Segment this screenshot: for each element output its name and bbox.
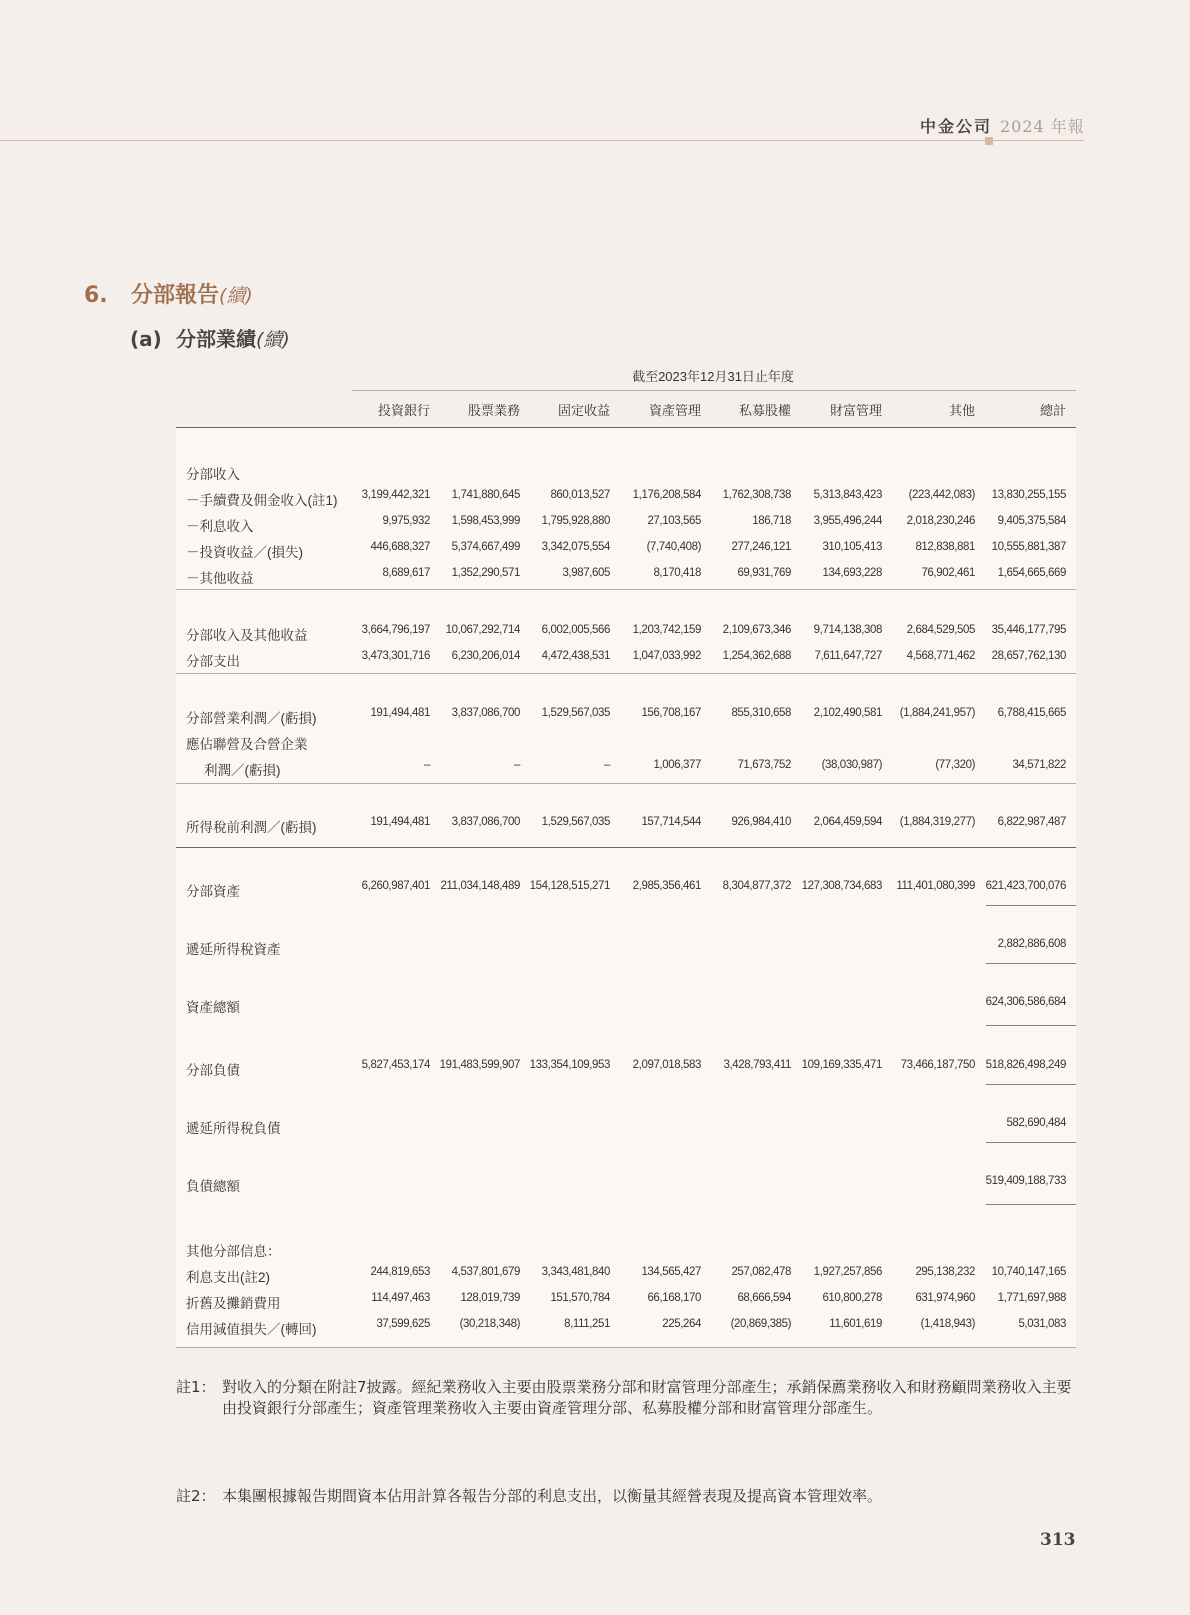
table-cell: 3,473,301,716 [361, 650, 430, 662]
table-cell: 4,537,801,679 [451, 1266, 520, 1278]
table-cell: 9,714,138,308 [813, 624, 882, 636]
column-header: 資產管理 [648, 403, 701, 418]
table-rule [176, 673, 1076, 674]
table-rule [176, 847, 1076, 848]
section-title-text: 分部報告 [131, 283, 220, 308]
row-label: 利息支出(註2) [186, 1270, 270, 1285]
table-cell: 186,718 [752, 515, 791, 527]
table-cell: 860,013,527 [550, 489, 610, 501]
table-cell: 1,795,928,880 [541, 515, 610, 527]
table-cell: 631,974,960 [915, 1292, 975, 1304]
table-cell: 114,497,463 [371, 1292, 430, 1304]
total-rule [986, 963, 1076, 964]
table-cell: 3,199,442,321 [361, 489, 430, 501]
table-cell: 812,838,881 [915, 541, 975, 553]
table-cell: 519,409,188,733 [985, 1175, 1066, 1187]
column-header: 總計 [1039, 403, 1066, 418]
table-cell: (7,740,408) [646, 541, 701, 553]
table-cell: 191,494,481 [370, 816, 430, 828]
table-cell: 1,927,257,856 [813, 1266, 882, 1278]
row-label: 負債總額 [186, 1179, 240, 1194]
table-cell: (223,442,083) [908, 489, 975, 501]
table-cell: 310,105,413 [822, 541, 882, 553]
table-cell: 624,306,586,684 [985, 996, 1066, 1008]
row-label: 其他分部信息： [186, 1244, 281, 1259]
table-cell: (30,218,348) [459, 1318, 520, 1330]
section-title [84, 278, 253, 309]
row-label: 分部營業利潤／(虧損) [186, 711, 317, 726]
table-row [186, 759, 1076, 781]
table-cell: 610,800,278 [822, 1292, 882, 1304]
row-label: －手續費及佣金收入(註1) [186, 493, 338, 508]
table-cell: 582,690,484 [1006, 1117, 1066, 1129]
table-row [186, 1240, 1076, 1262]
table-cell: 37,599,625 [376, 1318, 430, 1330]
table-cell: 6,002,005,566 [541, 624, 610, 636]
table-cell: 8,304,877,372 [722, 880, 791, 892]
table-cell: 2,985,356,461 [632, 880, 701, 892]
table-cell: 109,169,335,471 [801, 1059, 882, 1071]
table-row [186, 1117, 1076, 1139]
table-cell: 2,018,230,246 [906, 515, 975, 527]
table-cell: 3,428,793,411 [723, 1059, 791, 1071]
table-cell: 27,103,565 [647, 515, 701, 527]
table-cell: 6,822,987,487 [997, 816, 1066, 828]
total-rule [986, 1025, 1076, 1026]
table-cell: 2,109,673,346 [722, 624, 791, 636]
table-cell: 2,882,886,608 [997, 938, 1066, 950]
table-rule [176, 1347, 1076, 1348]
table-cell: 4,568,771,462 [906, 650, 975, 662]
row-label: 資產總額 [186, 1000, 240, 1015]
table-cell: – [604, 759, 610, 771]
column-header: 股票業務 [467, 403, 520, 418]
table-cell: 1,771,697,988 [997, 1292, 1066, 1304]
table-row [186, 938, 1076, 960]
subsection-number: (a) [130, 327, 162, 351]
footnote-tag: 註2： [176, 1487, 216, 1505]
header-divider [0, 140, 1084, 141]
table-cell: 34,571,822 [1012, 759, 1066, 771]
footnote-2 [176, 1486, 1076, 1507]
table-row [186, 567, 1076, 589]
table-cell: 8,170,418 [653, 567, 701, 579]
table-cell: 10,740,147,165 [991, 1266, 1066, 1278]
row-label: 遞延所得稅負債 [186, 1121, 281, 1136]
table-cell: 3,987,605 [562, 567, 610, 579]
header-company-name: 中金公司 [920, 117, 993, 136]
table-cell: 8,111,251 [564, 1318, 610, 1330]
table-cell: 621,423,700,076 [985, 880, 1066, 892]
table-cell: 133,354,109,953 [529, 1059, 610, 1071]
table-row [186, 1318, 1076, 1340]
row-label: 利潤／(虧損) [204, 763, 281, 778]
table-row [186, 1175, 1076, 1197]
table-cell: 1,006,377 [653, 759, 701, 771]
table-row [186, 489, 1076, 511]
table-cell: 5,374,667,499 [451, 541, 520, 553]
table-cell: (77,320) [935, 759, 975, 771]
table-rule [176, 783, 1076, 784]
table-cell: (20,869,385) [730, 1318, 791, 1330]
table-cell: 191,483,599,907 [439, 1059, 520, 1071]
table-cell: 69,931,769 [737, 567, 791, 579]
table-cell: 10,555,881,387 [991, 541, 1066, 553]
table-cell: 6,230,206,014 [451, 650, 520, 662]
table-cell: 127,308,734,683 [801, 880, 882, 892]
table-cell: 66,168,170 [647, 1292, 701, 1304]
row-label: －其他收益 [186, 571, 254, 586]
total-rule [986, 1084, 1076, 1085]
table-cell: 1,529,567,035 [541, 816, 610, 828]
footnote-1 [176, 1377, 1076, 1419]
table-cell: 71,673,752 [737, 759, 791, 771]
table-row [186, 541, 1076, 563]
header-report-title: 2024 年報 [1000, 117, 1085, 136]
column-header: 私募股權 [738, 403, 791, 418]
table-row [186, 463, 1076, 485]
table-cell: 28,657,762,130 [991, 650, 1066, 662]
table-rule [176, 589, 1076, 590]
table-row [186, 1292, 1076, 1314]
table-cell: 6,260,987,401 [361, 880, 430, 892]
row-label: 分部收入及其他收益 [186, 628, 308, 643]
table-cell: 8,689,617 [382, 567, 430, 579]
table-cell: 76,902,461 [921, 567, 975, 579]
table-cell: 295,138,232 [915, 1266, 975, 1278]
table-cell: 191,494,481 [370, 707, 430, 719]
table-cell: 151,570,784 [550, 1292, 610, 1304]
page-number: 313 [1040, 1530, 1076, 1550]
row-label: 應佔聯營及合營企業 [186, 737, 308, 752]
row-label: 所得稅前利潤／(虧損) [186, 820, 317, 835]
table-cell: 1,176,208,584 [632, 489, 701, 501]
table-row [186, 1266, 1076, 1288]
table-cell: 1,529,567,035 [541, 707, 610, 719]
table-cell: 35,446,177,795 [991, 624, 1066, 636]
table-cell: 5,827,453,174 [361, 1059, 430, 1071]
table-cell: 855,310,658 [731, 707, 791, 719]
subsection-title [130, 323, 290, 352]
table-cell: 225,264 [662, 1318, 701, 1330]
table-row [186, 816, 1076, 838]
period-rule [352, 390, 1076, 391]
row-label: 分部收入 [186, 467, 240, 482]
table-cell: 1,598,453,999 [451, 515, 520, 527]
table-row [186, 996, 1076, 1018]
table-cell: 3,837,086,700 [451, 707, 520, 719]
table-cell: 134,693,228 [822, 567, 882, 579]
footnote-text: 本集團根據報告期間資本佔用計算各報告分部的利息支出，以衡量其經營表現及提高資本管理效率。 [222, 1487, 883, 1505]
column-header: 固定收益 [557, 403, 610, 418]
table-cell: 1,654,665,669 [997, 567, 1066, 579]
table-cell: 277,246,121 [731, 541, 791, 553]
table-row [186, 707, 1076, 729]
table-cell: 3,837,086,700 [451, 816, 520, 828]
table-cell: 3,664,796,197 [361, 624, 430, 636]
table-cell: 446,688,327 [370, 541, 430, 553]
table-cell: 2,064,459,594 [813, 816, 882, 828]
footnote-text: 對收入的分類在附註7披露。經紀業務收入主要由股票業務分部和財富管理分部產生；承銷保薦業務收入和財務顧問業務收入主要由投資銀行分部產生；資產管理業務收入主要由資產管理分部、私募股權分部和財富管理分部產生。 [222, 1378, 1072, 1417]
table-cell: 6,788,415,665 [997, 707, 1066, 719]
table-cell: (1,418,943) [920, 1318, 975, 1330]
table-cell: 134,565,427 [641, 1266, 701, 1278]
table-cell: 926,984,410 [731, 816, 791, 828]
table-cell: 518,826,498,249 [985, 1059, 1066, 1071]
section-number: 6. [84, 283, 108, 308]
table-cell: 156,708,167 [641, 707, 701, 719]
table-cell: 1,254,362,688 [722, 650, 791, 662]
column-header: 財富管理 [829, 403, 882, 418]
table-cell: 157,714,544 [641, 816, 701, 828]
table-cell: 257,082,478 [731, 1266, 791, 1278]
table-cell: 1,741,880,645 [451, 489, 520, 501]
row-label: －投資收益／(損失) [186, 545, 303, 560]
table-row [186, 624, 1076, 646]
table-cell: 3,955,496,244 [813, 515, 882, 527]
table-cell: 68,666,594 [737, 1292, 791, 1304]
table-cell: 3,342,075,554 [541, 541, 610, 553]
table-cell: 2,684,529,505 [906, 624, 975, 636]
table-cell: 1,203,742,159 [632, 624, 701, 636]
subsection-title-text: 分部業績 [176, 327, 256, 351]
table-cell: 111,401,080,399 [896, 880, 975, 892]
table-row [186, 650, 1076, 672]
table-cell: 4,472,438,531 [541, 650, 610, 662]
table-cell: (1,884,241,957) [899, 707, 975, 719]
table-cell: – [514, 759, 520, 771]
row-label: －利息收入 [186, 519, 254, 534]
table-cell: 211,034,148,489 [440, 880, 520, 892]
period-heading: 截至2023年12月31日止年度 [632, 369, 794, 384]
total-rule [986, 1204, 1076, 1205]
table-cell: 9,975,932 [382, 515, 430, 527]
column-header: 投資銀行 [377, 403, 430, 418]
table-cell: – [424, 759, 430, 771]
table-row [186, 515, 1076, 537]
table-cell: 154,128,515,271 [529, 880, 610, 892]
table-cell: 1,352,290,571 [451, 567, 520, 579]
table-cell: 244,819,653 [370, 1266, 430, 1278]
table-cell: 2,102,490,581 [813, 707, 882, 719]
table-cell: 5,313,843,423 [813, 489, 882, 501]
table-row [186, 1059, 1076, 1081]
subsection-cont: (續) [256, 329, 290, 351]
table-cell: 1,047,033,992 [632, 650, 701, 662]
table-cell: 3,343,481,840 [541, 1266, 610, 1278]
table-cell: 2,097,018,583 [632, 1059, 701, 1071]
row-label: 遞延所得稅資產 [186, 942, 281, 957]
table-cell: 13,830,255,155 [991, 489, 1066, 501]
table-cell: (1,884,319,277) [899, 816, 975, 828]
column-header: 其他 [948, 403, 975, 418]
table-cell: 10,067,292,714 [445, 624, 520, 636]
total-rule [986, 1142, 1076, 1143]
total-rule [986, 905, 1076, 906]
row-label: 分部支出 [186, 654, 240, 669]
footnote-tag: 註1： [176, 1378, 216, 1396]
table-cell: 1,762,308,738 [722, 489, 791, 501]
row-label: 折舊及攤銷費用 [186, 1296, 281, 1311]
table-cell: 128,019,739 [460, 1292, 520, 1304]
table-cell: 7,611,647,727 [814, 650, 882, 662]
table-row [186, 733, 1076, 755]
table-cell: 11,601,619 [829, 1318, 882, 1330]
table-cell: (38,030,987) [821, 759, 882, 771]
row-label: 分部負債 [186, 1063, 240, 1078]
table-cell: 73,466,187,750 [900, 1059, 975, 1071]
header-rule [176, 427, 1076, 428]
section-cont: (續) [219, 285, 253, 307]
row-label: 信用減值損失／(轉回) [186, 1322, 317, 1337]
table-row [186, 880, 1076, 902]
table-cell: 9,405,375,584 [997, 515, 1066, 527]
row-label: 分部資產 [186, 884, 240, 899]
table-cell: 5,031,083 [1018, 1318, 1066, 1330]
header-marker [985, 137, 993, 145]
